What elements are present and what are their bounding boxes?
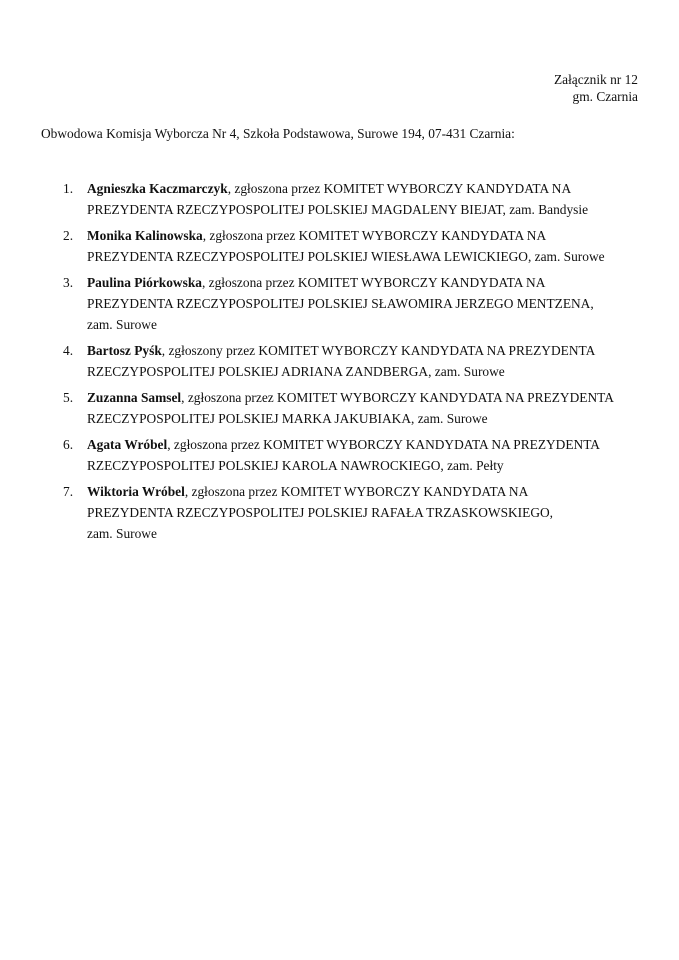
item-number: 3. <box>63 275 74 290</box>
list-item <box>63 225 663 267</box>
item-line-1 <box>87 387 663 408</box>
list-item <box>63 178 663 220</box>
member-nomination: , zgłoszona przez KOMITET WYBORCZY KANDYDATA NA PREZYDENTA <box>167 437 600 452</box>
item-line-3: zam. Surowe <box>87 317 157 332</box>
member-nomination: , zgłoszona przez KOMITET WYBORCZY KANDYDATA NA <box>201 275 546 290</box>
item-line-2: PREZYDENTA RZECZYPOSPOLITEJ POLSKIEJ WIESŁAWA LEWICKIEGO, zam. Surowe <box>87 249 605 264</box>
item-line-1 <box>87 481 663 502</box>
member-name: Bartosz Pyśk <box>87 343 162 358</box>
municipality-label: gm. Czarnia <box>572 89 638 104</box>
item-line-1 <box>87 340 663 361</box>
list-item <box>63 272 663 335</box>
member-nomination: , zgłoszona przez KOMITET WYBORCZY KANDYDATA NA <box>184 484 529 499</box>
item-number: 4. <box>63 343 74 358</box>
member-name: Monika Kalinowska <box>87 228 203 243</box>
item-number: 1. <box>63 181 74 196</box>
list-item <box>63 481 663 544</box>
member-name: Agata Wróbel <box>87 437 168 452</box>
item-number: 7. <box>63 484 74 499</box>
attachment-label: Załącznik nr 12 <box>553 72 638 87</box>
item-line-2: RZECZYPOSPOLITEJ POLSKIEJ MARKA JAKUBIAKA, zam. Surowe <box>87 411 488 426</box>
item-line-1 <box>87 434 663 455</box>
item-number: 2. <box>63 228 74 243</box>
item-line-2: PREZYDENTA RZECZYPOSPOLITEJ POLSKIEJ RAFAŁA TRZASKOWSKIEGO, <box>87 505 554 520</box>
item-line-2: PREZYDENTA RZECZYPOSPOLITEJ POLSKIEJ SŁAWOMIRA JERZEGO MENTZENA, <box>87 296 594 311</box>
member-nomination: , zgłoszona przez KOMITET WYBORCZY KANDYDATA NA <box>227 181 572 196</box>
item-line-3: zam. Surowe <box>87 526 157 541</box>
item-line-1 <box>87 178 663 199</box>
member-nomination: , zgłoszona przez KOMITET WYBORCZY KANDYDATA NA PREZYDENTA <box>181 390 614 405</box>
member-name: Zuzanna Samsel <box>87 390 182 405</box>
member-nomination: , zgłoszona przez KOMITET WYBORCZY KANDYDATA NA <box>202 228 547 243</box>
item-line-1 <box>87 225 663 246</box>
member-name: Wiktoria Wróbel <box>87 484 185 499</box>
member-nomination: , zgłoszony przez KOMITET WYBORCZY KANDYDATA NA PREZYDENTA <box>161 343 596 358</box>
list-item <box>63 340 663 382</box>
list-item <box>63 434 663 476</box>
member-name: Agnieszka Kaczmarczyk <box>87 181 228 196</box>
attachment-header <box>554 71 638 105</box>
item-line-1 <box>87 272 663 293</box>
list-item <box>63 387 663 429</box>
item-line-2: PREZYDENTA RZECZYPOSPOLITEJ POLSKIEJ MAGDALENY BIEJAT, zam. Bandysie <box>87 202 589 217</box>
item-number: 6. <box>63 437 74 452</box>
member-name: Paulina Piórkowska <box>87 275 202 290</box>
item-line-2: RZECZYPOSPOLITEJ POLSKIEJ ADRIANA ZANDBERGA, zam. Surowe <box>87 364 505 379</box>
members-list <box>63 178 663 549</box>
commission-heading: Obwodowa Komisja Wyborcza Nr 4, Szkoła Podstawowa, Surowe 194, 07-431 Czarnia: <box>41 126 515 141</box>
item-number: 5. <box>63 390 74 405</box>
item-line-2: RZECZYPOSPOLITEJ POLSKIEJ KAROLA NAWROCKIEGO, zam. Pełty <box>87 458 504 473</box>
